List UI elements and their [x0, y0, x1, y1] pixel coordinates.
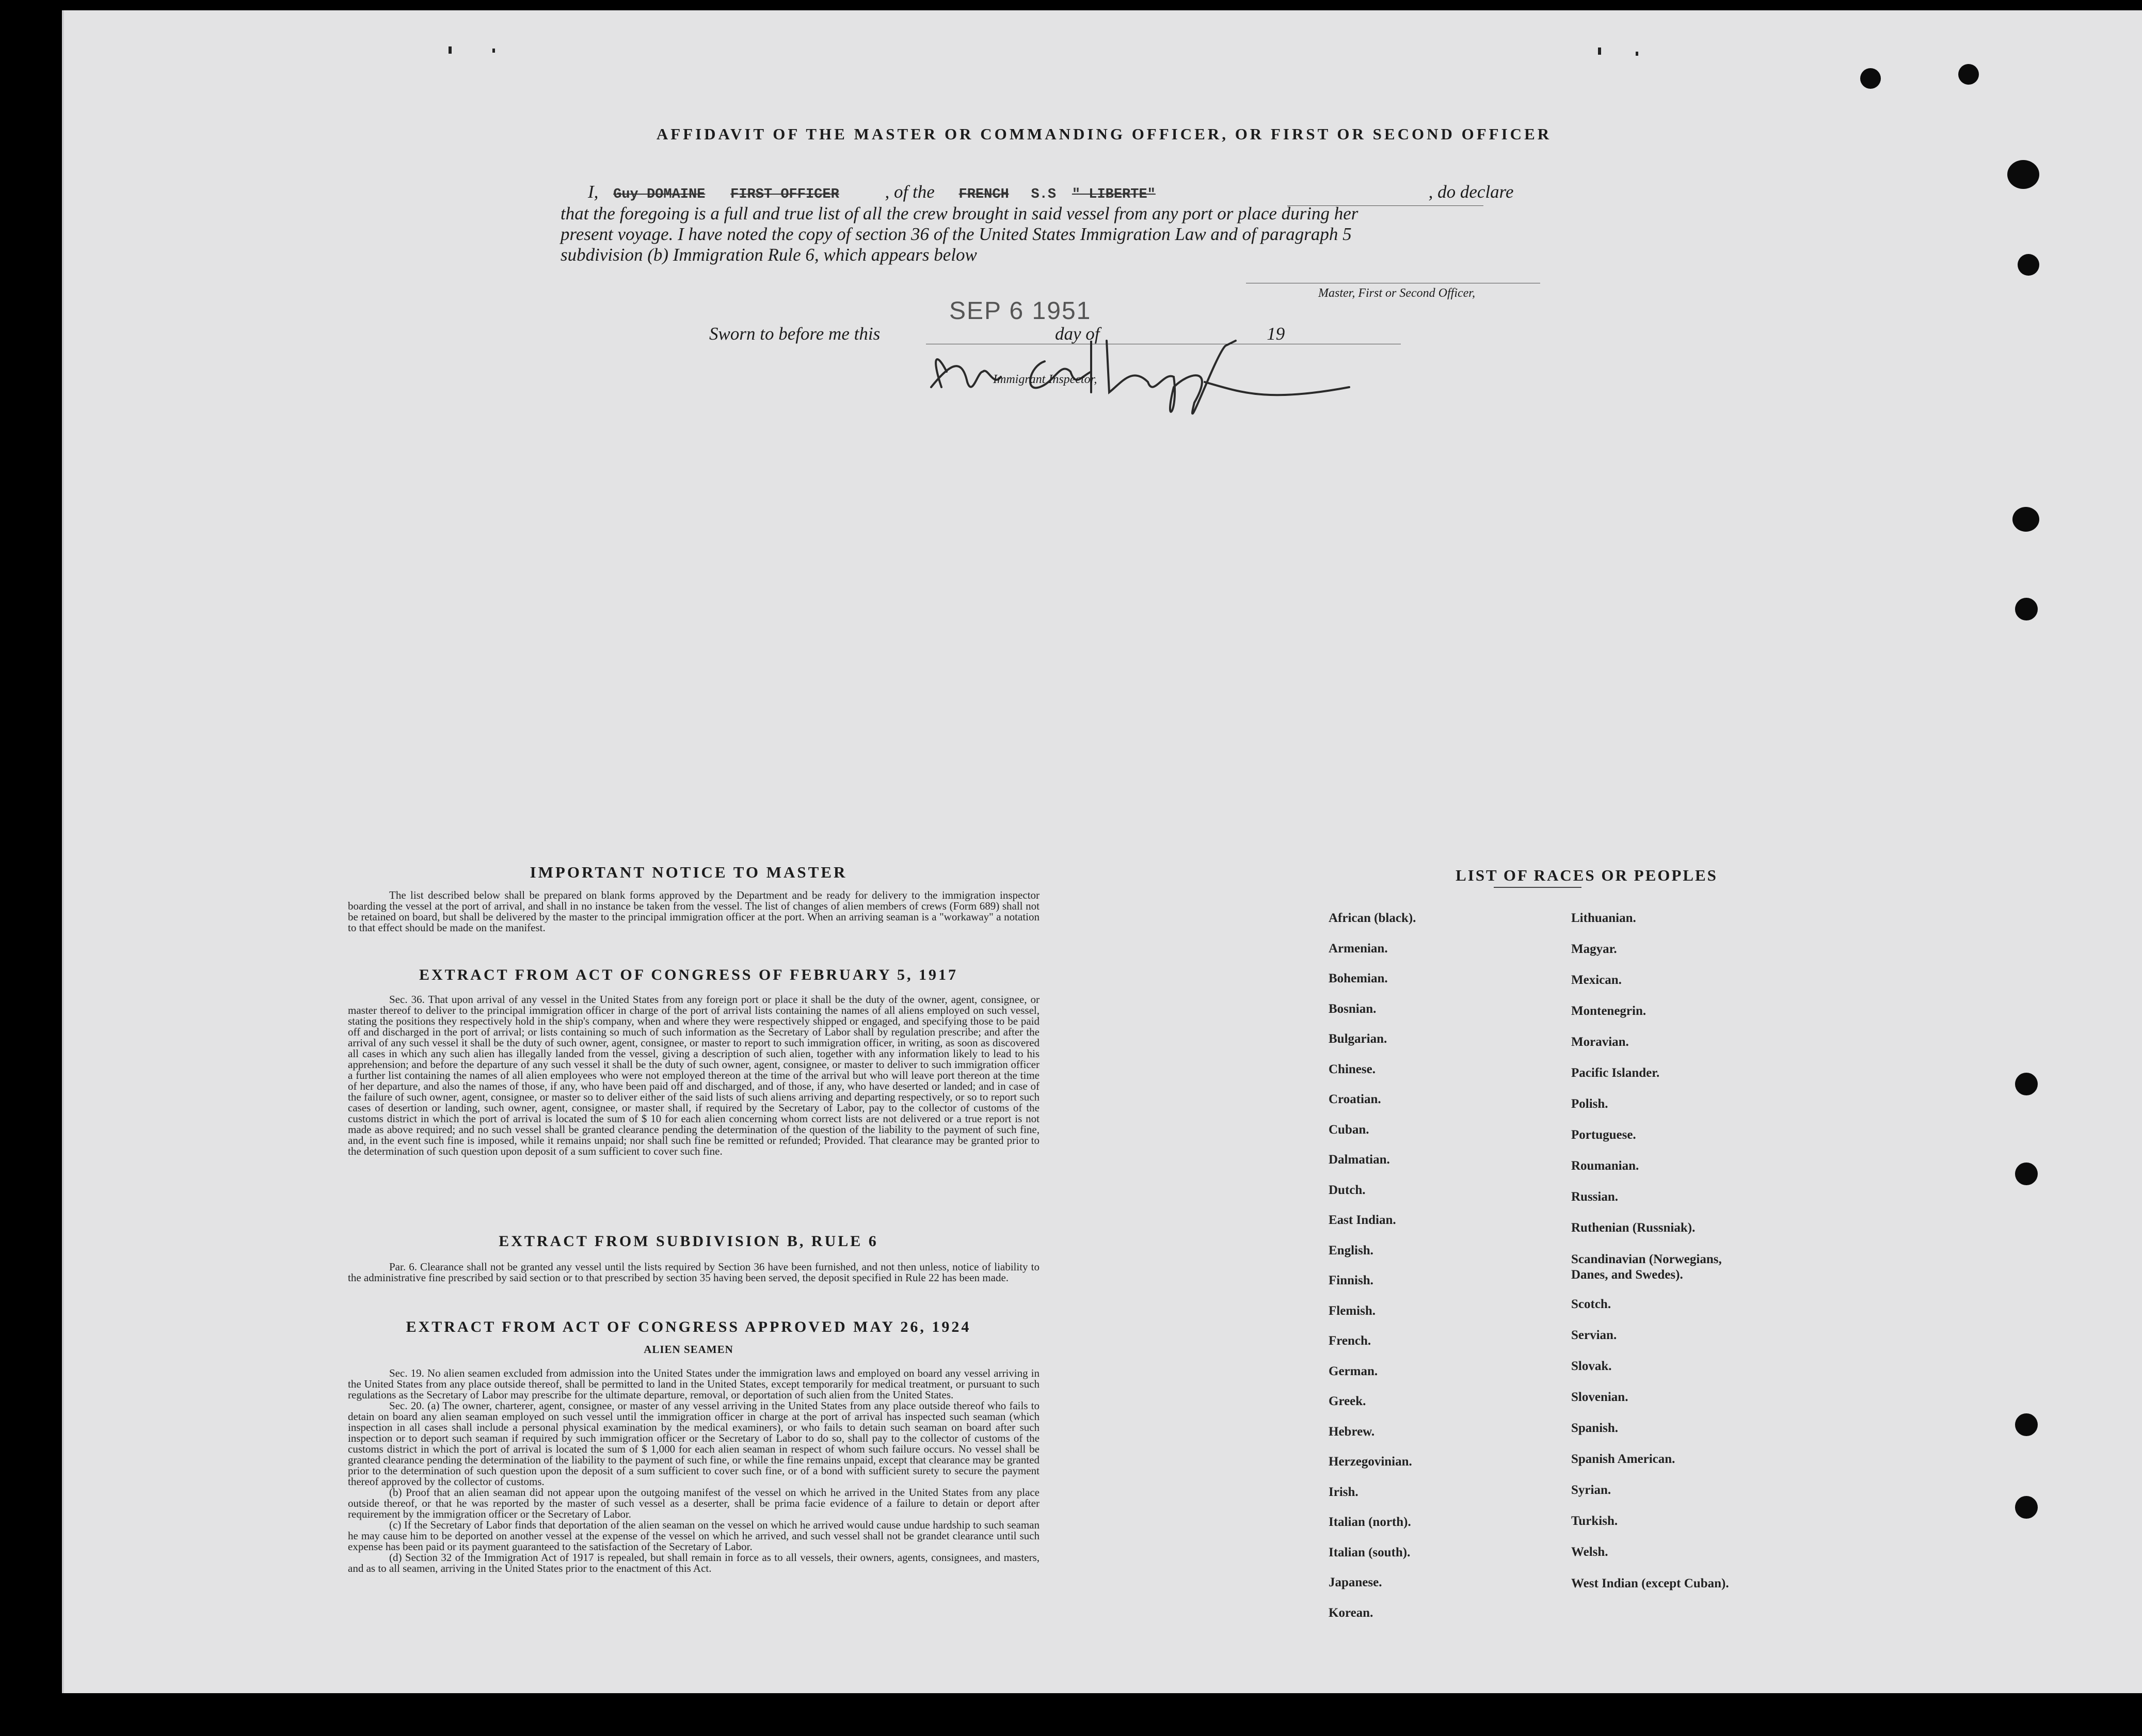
race-item: Montenegrin.	[1571, 1004, 1647, 1018]
race-item: Armenian.	[1329, 941, 1388, 955]
races-title: LIST OF RACES OR PEOPLES	[1456, 866, 1718, 884]
race-item: German.	[1329, 1364, 1378, 1378]
race-item: Lithuanian.	[1571, 911, 1636, 925]
extract-1917-body	[348, 994, 1040, 1157]
race-item: Japanese.	[1329, 1575, 1382, 1589]
officer-rank: FIRST OFFICER	[730, 187, 839, 202]
race-item: Roumanian.	[1571, 1159, 1639, 1173]
sec-20a-paragraph: Sec. 20. (a) The owner, charterer, agent, consignee, or master of any vessel arriving in the United States from any place outside thereof who fails to detain on board any alien seaman employed on such vessel until the immigration officer in charge at the port of arrival has inspected such seaman (which inspection in all cases shall include a personal physical examination by the medical examiners), or who fails to detain such seaman on board after such inspection or to deport such seaman if required by such immigration officer or the Secretary of Labor to do so, shall pay to the collector of customs of the customs district in which the port of arrival is located the sum of $ 1,000 for each alien seaman in respect of whom such failure occurs. No vessel shall be granted clearance pending the determination of the liability to the payment of such fine, or while the fine remains unpaid, except that clearance may be granted prior to the determination of such question upon the deposit of a sum sufficient to cover such fine, or of a bond with sufficient surety to secure the payment thereof approved by the collector of customs.	[348, 1399, 1040, 1488]
race-item: African (black).	[1329, 911, 1416, 925]
notice-title: IMPORTANT NOTICE TO MASTER	[530, 863, 848, 881]
punch-hole	[2018, 254, 2039, 276]
race-item: Korean.	[1329, 1605, 1373, 1620]
race-item: Slovenian.	[1571, 1390, 1628, 1404]
notice-paragraph: The list described below shall be prepared on blank forms approved by the Department and be ready for delivery to the immigration inspector boarding the vessel at the port of arrival, and shall in no instance be taken from the vessel. The list of changes of alien members of crews (Form 689) shall not be retained on board, but shall be delivered by the master to the principal immigration officer at the port. When an arriving seaman is a "workaway" a notation to that effect should be made on the manifest.	[348, 889, 1040, 934]
race-item: Cuban.	[1329, 1122, 1369, 1137]
race-item: Scandinavian (Norwegians, Danes, and Swedes).	[1571, 1252, 1722, 1282]
punch-hole	[2015, 1413, 2038, 1436]
race-item: Turkish.	[1571, 1514, 1618, 1528]
race-item: Irish.	[1329, 1485, 1358, 1499]
affidavit-line-4: subdivision (b) Immigration Rule 6, which appears below	[561, 245, 977, 265]
race-item: Bosnian.	[1329, 1001, 1377, 1016]
notice-body	[348, 890, 1040, 933]
race-item: Spanish American.	[1571, 1452, 1675, 1466]
affidavit-line-2: that the foregoing is a full and true list of all the crew brought in said vessel from any port or place during her	[561, 203, 1358, 224]
par-6-paragraph: Par. 6. Clearance shall not be granted any vessel until the lists required by Section 36 have been furnished, and not then unless, notice of liability to the administrative fine prescribed by said section or to that prescribed by section 35 having been served, the deposit specified in Rule 22 has been made.	[348, 1261, 1040, 1284]
race-item: Dalmatian.	[1329, 1153, 1390, 1167]
punch-hole	[2015, 1496, 2038, 1519]
race-item: Servian.	[1571, 1328, 1617, 1342]
do-declare-text: , do declare	[1428, 182, 1514, 202]
race-item: Syrian.	[1571, 1483, 1611, 1497]
race-item: Croatian.	[1329, 1092, 1381, 1106]
vessel-prefix: S.S	[1031, 187, 1057, 202]
speck	[1598, 47, 1601, 55]
sworn-prefix: Sworn to before me this	[709, 324, 881, 344]
race-item: Chinese.	[1329, 1062, 1376, 1076]
race-item: Moravian.	[1571, 1035, 1629, 1049]
rule-6-body	[348, 1262, 1040, 1283]
race-item: Mexican.	[1571, 973, 1622, 987]
vessel-name: " LIBERTE"	[1072, 187, 1156, 202]
affidavit-i: I,	[588, 182, 599, 202]
speck	[449, 46, 452, 54]
race-item: West Indian (except Cuban).	[1571, 1576, 1729, 1590]
race-item: Flemish.	[1329, 1303, 1376, 1318]
alien-seamen-subtitle: ALIEN SEAMEN	[644, 1343, 733, 1356]
date-stamp: SEP 6 1951	[949, 297, 1092, 325]
race-item: Slovak.	[1571, 1359, 1612, 1373]
affidavit-line-1	[588, 182, 1514, 202]
race-item: Portuguese.	[1571, 1128, 1636, 1142]
punch-hole	[1860, 68, 1881, 89]
punch-hole	[2015, 598, 2038, 620]
race-item: Magyar.	[1571, 942, 1617, 956]
race-item: Bulgarian.	[1329, 1032, 1387, 1046]
punch-hole	[2015, 1073, 2038, 1095]
race-item: Hebrew.	[1329, 1424, 1375, 1439]
extract-1924-title: EXTRACT FROM ACT OF CONGRESS APPROVED MAY 26, 1924	[406, 1318, 971, 1335]
race-item: Finnish.	[1329, 1273, 1373, 1287]
race-item: Dutch.	[1329, 1183, 1366, 1197]
punch-hole	[1958, 64, 1979, 85]
race-item: East Indian.	[1329, 1213, 1396, 1227]
race-item: English.	[1329, 1243, 1373, 1257]
day-of-text: day of	[1054, 324, 1100, 344]
race-item: Polish.	[1571, 1097, 1608, 1111]
race-item: Herzegovinian.	[1329, 1455, 1412, 1469]
inspector-caption: Immigrant Inspector,	[993, 373, 1097, 386]
speck	[1636, 52, 1638, 56]
race-item: Bohemian.	[1329, 971, 1388, 985]
sec-36-paragraph: Sec. 36. That upon arrival of any vessel in the United States from any foreign port or place it shall be the duty of the owner, agent, consignee, or master thereof to deliver to the principal immigration officer in charge of the port of arrival lists containing the names of all aliens employed on such vessel, stating the positions they respectively hold in the ship's company, when and where they were respectively shipped or engaged, and specifying those to be paid off and discharged in the port of arrival; or lists containing so much of such information as the Secretary of Labor shall by regulation prescribe; and after the arrival of any such vessel it shall be the duty of such owner, agent, consignee, or master to report to such immigration officer, in writing, as soon as discovered all cases in which any such alien has illegally landed from the vessel, giving a description of such alien, together with any information likely to lead to his apprehension; and before the departure of any such vessel it shall be the duty of such owner, agent, consignee, or master to deliver to such immigration officer a further list containing the names of all alien employees who were not employed thereon at the time of the arrival but who will leave port thereon at the time of her departure, and also the names of those, if any, who have been paid off and discharged, and of those, if any, who have deserted or landed; and in case of the failure of such owner, agent, consignee, or master so to deliver either of the said lists of such aliens arriving and departing respectively, or so to report such cases of desertion or landing, such owner, agent, consignee, or master shall, if required by the Secretary of Labor, pay to the collector of customs of the customs district in which the port of arrival is located the sum of $ 10 for each alien concerning whom correct lists are not delivered or a true report is not made as above required; and no such vessel shall be granted clearance pending the determination of the question of the liability to the payment of such fine, and, in the event such fine is imposed, while it remains unpaid; nor shall such fine be remitted or refunded; Provided. That clearance may be granted prior to the determination of such question upon deposit of a sum sufficient to cover such fine.	[348, 993, 1040, 1157]
sec-19-paragraph: Sec. 19. No alien seamen excluded from admission into the United States under the immigration laws and employed on board any vessel arriving in the United States from any place outside thereof, shall be permitted to land in the United States, except temporarily for medical treatment, or pursuant to such regulations as the Secretary of Labor may prescribe for the ultimate departure, removal, or deportation of such alien from the United States.	[348, 1367, 1040, 1401]
race-item: Ruthenian (Russniak).	[1571, 1221, 1696, 1235]
race-item: Italian (north).	[1329, 1515, 1411, 1529]
officer-name: Guy DOMAINE	[613, 187, 706, 202]
inspector-signature	[905, 310, 1360, 428]
of-the-text: , of the	[885, 182, 935, 202]
punch-hole	[2012, 507, 2039, 532]
race-item: Greek.	[1329, 1394, 1366, 1408]
vessel-nationality: FRENCH	[958, 187, 1009, 202]
rule-6-title: EXTRACT FROM SUBDIVISION B, RULE 6	[499, 1233, 878, 1250]
sec-20b-paragraph: (b) Proof that an alien seaman did not appear upon the outgoing manifest of the vessel on which he arrived in the United States from any place outside thereof, or that he was reported by the master of such vessel as a deserter, shall be prima facie evidence of a failure to detain or deport after requirement by the immigration officer or the Secretary of Labor.	[348, 1486, 1040, 1520]
race-item: Spanish.	[1571, 1421, 1619, 1435]
punch-hole	[2015, 1162, 2038, 1185]
race-item: Welsh.	[1571, 1545, 1608, 1559]
races-rule	[1494, 887, 1581, 888]
affidavit-title: AFFIDAVIT OF THE MASTER OR COMMANDING OFFICER, OR FIRST OR SECOND OFFICER	[656, 125, 1552, 143]
race-item: Pacific Islander.	[1571, 1066, 1660, 1080]
year-prefix: 19	[1267, 324, 1285, 344]
sec-20d-paragraph: (d) Section 32 of the Immigration Act of 1917 is repealed, but shall remain in force as to all vessels, their owners, agents, consignees, and masters, and as to all seamen, arriving in the United States prior to the enactment of this Act.	[348, 1551, 1040, 1574]
affidavit-line-3: present voyage. I have noted the copy of section 36 of the United States Immigration Law and of paragraph 5	[561, 224, 1352, 244]
race-item: Russian.	[1571, 1190, 1619, 1204]
speck	[492, 49, 495, 53]
punch-hole	[2007, 160, 2039, 189]
document-sheet	[62, 10, 2142, 1693]
race-item: Scotch.	[1571, 1297, 1611, 1311]
extract-1924-body	[348, 1368, 1040, 1574]
race-item: French.	[1329, 1334, 1371, 1348]
sec-20c-paragraph: (c) If the Secretary of Labor finds that deportation of the alien seaman on the vessel on which he arrived would cause undue hardship to such seaman he may cause him to be deported on another vessel at the expense of the vessel on which he arrived, and such vessel shall not be grandet clearance until such expense has been paid or its payment guaranteed to the satisfaction of the Secretary of Labor.	[348, 1519, 1040, 1553]
race-item: Italian (south).	[1329, 1545, 1411, 1559]
extract-1917-title: EXTRACT FROM ACT OF CONGRESS OF FEBRUARY 5, 1917	[419, 966, 958, 983]
officer-caption: Master, First or Second Officer,	[1318, 286, 1475, 300]
